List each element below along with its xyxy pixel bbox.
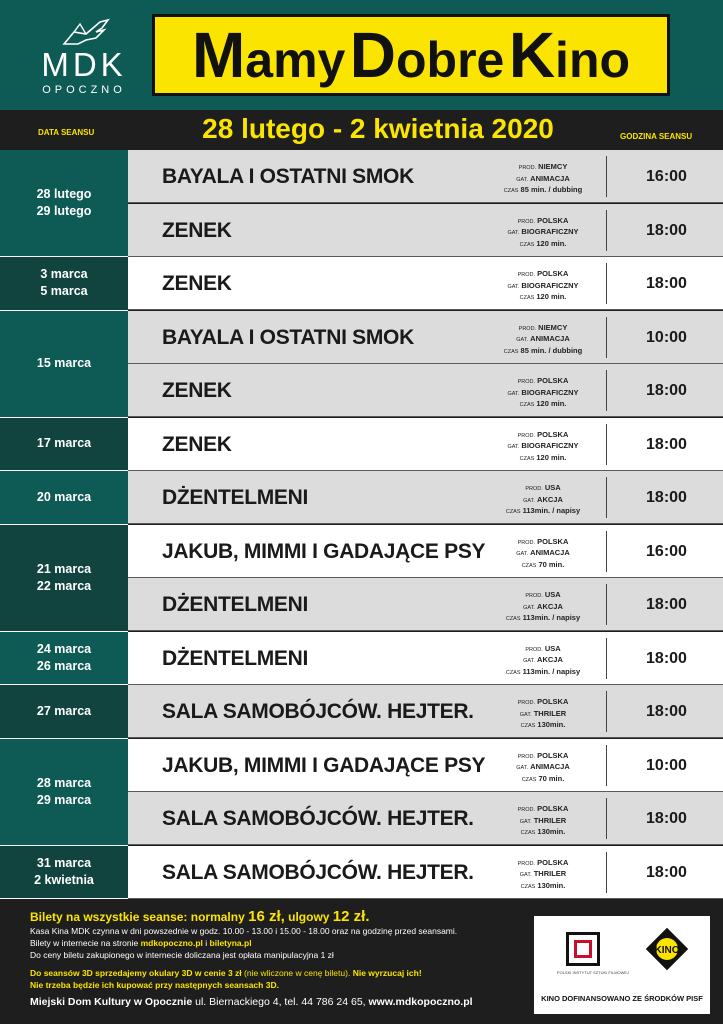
screening-row: [128, 792, 723, 845]
title-part: amy: [245, 32, 346, 88]
screening-time: 10:00: [646, 756, 687, 774]
column-divider: [606, 745, 607, 786]
prod-label: PROD.: [525, 646, 543, 653]
movie-info: [488, 697, 598, 732]
title-part: obre: [396, 32, 505, 88]
bird-icon: [56, 18, 112, 48]
duration-label: CZAS: [505, 509, 521, 515]
date-cell: [0, 471, 128, 525]
screening-row: [128, 150, 723, 203]
column-divider: [606, 263, 607, 304]
movie-genre: THRILER: [533, 815, 567, 825]
screening-row: [128, 685, 723, 738]
movie-production: POLSKA: [537, 269, 569, 278]
genre-label: GAT.: [507, 444, 520, 450]
date-line: 3 marca: [40, 267, 88, 282]
reduced-price: 12 zł.: [332, 908, 370, 925]
poster-title: [155, 17, 667, 93]
genre-label: GAT.: [516, 551, 529, 557]
glasses-line-2: Nie trzeba będzie ich kupować przy następnych seansach 3D.: [30, 980, 279, 990]
screening-time: 18:00: [646, 382, 687, 399]
duration-label: CZAS: [521, 776, 537, 783]
movie-genre: ANIMACJA: [530, 173, 570, 183]
screening-time: 18:00: [646, 435, 687, 453]
column-divider: [606, 317, 607, 358]
reduced-label: ulgowy: [284, 910, 333, 924]
prod-label: PROD.: [517, 218, 536, 225]
date-cell: [0, 525, 128, 632]
title-letter: K: [508, 19, 556, 91]
prod-label: PROD.: [517, 272, 536, 278]
movie-production: POLSKA: [537, 697, 569, 706]
screening-time: 18:00: [646, 810, 687, 827]
screening-time: 18:00: [646, 596, 687, 613]
movie-duration: 113min. / napisy: [522, 666, 581, 676]
date-line: 29 marca: [36, 792, 92, 807]
movie-duration: 130min.: [537, 880, 566, 890]
date-cell: [0, 739, 128, 846]
duration-label: CZAS: [520, 883, 536, 890]
date-cell: [0, 150, 128, 257]
movie-production: NIEMCY: [538, 322, 568, 332]
screening-time: 18:00: [646, 649, 687, 667]
movie-info: [488, 430, 598, 465]
column-divider: [606, 584, 607, 625]
header: [0, 0, 723, 110]
movie-production: POLSKA: [537, 536, 569, 546]
prod-label: PROD.: [517, 753, 536, 760]
movie-title: SALA SAMOBÓJCÓW. HEJTER.: [162, 807, 474, 830]
normal-label: normalny: [187, 910, 249, 924]
genre-label: GAT.: [516, 765, 529, 771]
column-divider: [606, 156, 607, 197]
movie-title: SALA SAMOBÓJCÓW. HEJTER.: [162, 860, 474, 884]
date-column-label: DATA SEANSU: [38, 128, 95, 137]
movie-production: USA: [544, 483, 561, 492]
movie-info: [488, 376, 598, 411]
screening-time: 18:00: [646, 275, 687, 292]
prod-label: PROD.: [518, 165, 537, 171]
date-cell: [0, 418, 128, 472]
duration-label: CZAS: [503, 188, 519, 194]
glasses-text-a: Do seansów 3D sprzedajemy okulary 3D w cenie 3 zł: [30, 968, 242, 978]
genre-label: GAT.: [507, 230, 520, 236]
duration-label: CZAS: [520, 723, 536, 729]
movie-genre: ANIMACJA: [530, 334, 570, 343]
genre-label: GAT.: [519, 711, 532, 718]
movie-info: [488, 537, 598, 572]
column-divider: [606, 210, 607, 251]
movie-duration: 120 min.: [536, 452, 567, 462]
prod-label: PROD.: [525, 593, 543, 599]
movie-production: NIEMCY: [538, 162, 568, 171]
genre-label: GAT.: [519, 818, 532, 825]
movie-duration: 130min.: [537, 827, 566, 836]
screening-row: [128, 578, 723, 631]
movie-genre: BIOGRAFICZNY: [521, 227, 579, 236]
screening-time: 18:00: [646, 703, 687, 720]
prices-label: Bilety na wszystkie seanse:: [30, 910, 188, 924]
movie-genre: AKCJA: [537, 601, 563, 611]
movie-production: POLSKA: [537, 804, 569, 813]
date-line: 24 marca: [36, 641, 92, 656]
funding-caption: KINO DOFINANSOWANO ZE ŚRODKÓW PISF: [541, 994, 703, 1003]
movie-genre: AKCJA: [537, 494, 563, 504]
title-box: [152, 14, 670, 96]
title-letter: M: [191, 19, 246, 91]
prod-label: PROD.: [517, 700, 536, 706]
pisf-text: POLSKI INSTYTUT SZTUKI FILMOWEJ: [556, 970, 630, 975]
date-cell: [0, 632, 128, 686]
date-cell: [0, 311, 128, 418]
movie-genre: THRILER: [533, 869, 567, 878]
date-line: 17 marca: [36, 436, 92, 451]
genre-label: GAT.: [516, 176, 529, 183]
duration-label: CZAS: [505, 669, 521, 676]
duration-label: CZAS: [519, 295, 535, 301]
prod-label: PROD.: [517, 807, 536, 813]
movie-title: SALA SAMOBÓJCÓW. HEJTER.: [162, 700, 474, 723]
screening-time: 16:00: [646, 542, 687, 560]
prod-label: PROD.: [525, 486, 543, 492]
screening-row: [128, 418, 723, 471]
movie-title: DŻENTELMENI: [162, 486, 309, 509]
movie-duration: 120 min.: [536, 238, 567, 248]
price-line: [30, 908, 369, 925]
duration-label: CZAS: [519, 455, 535, 462]
movie-production: POLSKA: [537, 750, 569, 760]
prod-label: PROD.: [518, 325, 537, 332]
date-line: 29 lutego: [36, 204, 92, 218]
online-prefix: Bilety w internecie na stronie: [30, 938, 141, 948]
date-line: 28 marca: [36, 775, 92, 790]
movie-duration: 120 min.: [536, 399, 567, 408]
movie-duration: 130min.: [537, 720, 566, 729]
genre-label: GAT.: [507, 283, 520, 290]
movie-production: USA: [544, 590, 561, 599]
prod-label: PROD.: [517, 539, 536, 546]
movie-info: [488, 269, 598, 304]
movie-genre: AKCJA: [537, 655, 563, 664]
duration-label: CZAS: [519, 241, 535, 248]
logo-sub-text: OPOCZNO: [42, 84, 126, 96]
movie-genre: BIOGRAFICZNY: [521, 280, 579, 290]
prod-label: PROD.: [517, 860, 536, 867]
movie-duration: 120 min.: [536, 292, 567, 301]
duration-label: CZAS: [519, 402, 535, 408]
address-line: [30, 996, 473, 1008]
movie-genre: BIOGRAFICZNY: [521, 387, 579, 397]
column-divider: [606, 370, 607, 411]
movie-info: [488, 644, 598, 679]
movie-info: [488, 162, 598, 197]
date-line: 28 lutego: [36, 187, 92, 201]
column-divider: [606, 531, 607, 572]
screening-row: [128, 739, 723, 792]
normal-price: 16 zł,: [248, 908, 285, 925]
movie-genre: ANIMACJA: [530, 548, 570, 557]
screening-row: [128, 204, 723, 257]
column-divider: [606, 798, 607, 839]
date-line: 20 marca: [36, 489, 92, 504]
date-line: 27 marca: [36, 703, 92, 718]
column-divider: [606, 424, 607, 465]
column-divider: [606, 477, 607, 518]
screening-row: [128, 257, 723, 310]
screening-time: 16:00: [646, 168, 687, 185]
sponsor-box: [534, 916, 710, 1014]
column-divider: [606, 852, 607, 893]
biletyna-link[interactable]: biletyna.pl: [209, 938, 252, 948]
fee-line: Do ceny biletu zakupionego w internecie doliczana jest opłata manipulacyjna 1 zł: [30, 950, 334, 960]
screening-row: [128, 632, 723, 685]
address-org: Miejski Dom Kultury w Opocznie: [30, 996, 193, 1008]
movie-info: [488, 323, 598, 358]
movie-duration: 85 min. / dubbing: [520, 185, 583, 194]
movie-production: POLSKA: [537, 429, 569, 439]
movie-info: [488, 590, 598, 625]
title-part: ino: [555, 32, 631, 88]
movie-title: BAYALA I OSTATNI SMOK: [162, 325, 414, 349]
screening-time: 10:00: [646, 328, 687, 346]
movie-info: [488, 804, 598, 839]
duration-label: CZAS: [520, 830, 536, 836]
duration-label: CZAS: [521, 562, 537, 569]
column-divider: [606, 638, 607, 679]
date-cell: [0, 257, 128, 311]
duration-label: CZAS: [505, 616, 521, 622]
prod-label: PROD.: [517, 379, 536, 385]
movie-title: BAYALA I OSTATNI SMOK: [162, 165, 414, 188]
logo-main-text: MDK: [41, 46, 127, 83]
online-sep: i: [202, 938, 210, 948]
glasses-text-c: Nie wyrzucaj ich!: [352, 968, 422, 978]
screening-time: 18:00: [646, 221, 687, 239]
movie-info: [488, 751, 598, 786]
genre-label: GAT.: [507, 390, 520, 397]
mdk-link[interactable]: mdkopoczno.pl: [140, 938, 203, 948]
screening-row: [128, 364, 723, 417]
screening-time: 18:00: [646, 863, 687, 881]
genre-label: GAT.: [519, 872, 532, 878]
prod-label: PROD.: [517, 432, 536, 439]
movie-title: ZENEK: [162, 218, 232, 242]
movie-title: ZENEK: [162, 432, 232, 456]
screening-row: [128, 846, 723, 899]
mdk-logo: [34, 18, 134, 98]
movie-genre: ANIMACJA: [530, 762, 570, 771]
date-line: 15 marca: [36, 356, 92, 370]
movie-production: POLSKA: [537, 857, 569, 867]
movie-genre: BIOGRAFICZNY: [521, 441, 579, 450]
date-line: 5 marca: [40, 284, 88, 299]
movie-title: ZENEK: [162, 272, 232, 295]
movie-info: [488, 858, 598, 893]
date-line: 21 marca: [36, 561, 92, 576]
time-column-label: GODZINA SEANSU: [620, 132, 693, 141]
movie-title: DŻENTELMENI: [162, 646, 309, 670]
online-tickets-line: [30, 938, 252, 948]
movie-title: JAKUB, MIMMI I GADAJĄCE PSY: [162, 539, 486, 563]
movie-title: DŻENTELMENI: [162, 593, 309, 616]
movie-genre: THRILER: [533, 708, 567, 718]
period-title: 28 lutego - 2 kwietnia 2020: [202, 113, 554, 144]
genre-label: GAT.: [523, 604, 535, 611]
screening-row: [128, 525, 723, 578]
date-cell: [0, 685, 128, 739]
screening-time: 18:00: [646, 489, 687, 506]
kino-logo-text: KINO: [654, 945, 680, 956]
movie-title: JAKUB, MIMMI I GADAJĄCE PSY: [162, 753, 486, 777]
glasses-line: [30, 968, 422, 978]
date-line: 2 kwietnia: [34, 872, 94, 887]
kino-logo-icon: [644, 926, 690, 972]
screening-row: [128, 311, 723, 364]
date-cell: [0, 846, 128, 900]
date-line: 26 marca: [36, 658, 92, 673]
movie-duration: 70 min.: [538, 773, 565, 783]
movie-production: POLSKA: [537, 376, 569, 385]
movie-production: POLSKA: [537, 215, 569, 225]
address-details: ul. Biernackiego 4, tel. 44 786 24 65,: [192, 996, 369, 1008]
movie-duration: 70 min.: [538, 559, 565, 569]
pisf-logo-icon: [566, 932, 600, 966]
date-line: 31 marca: [36, 855, 92, 870]
movie-info: [488, 216, 598, 251]
movie-title: ZENEK: [162, 379, 232, 402]
movie-duration: 113min. / napisy: [522, 506, 581, 515]
box-office-hours: Kasa Kina MDK czynna w dni powszednie w godz. 10.00 - 13.00 i 15.00 - 18.00 oraz na godzinę przed seansami.: [30, 926, 458, 936]
column-divider: [606, 691, 607, 732]
movie-duration: 85 min. / dubbing: [520, 345, 583, 355]
movie-production: USA: [544, 643, 561, 653]
genre-label: GAT.: [523, 658, 535, 664]
movie-info: [488, 483, 598, 518]
duration-label: CZAS: [503, 348, 519, 355]
movie-duration: 113min. / napisy: [522, 613, 581, 622]
date-line: 22 marca: [36, 578, 92, 593]
website-link[interactable]: www.mdkopoczno.pl: [368, 996, 473, 1008]
genre-label: GAT.: [516, 337, 529, 343]
genre-label: GAT.: [523, 497, 535, 504]
screening-row: [128, 471, 723, 524]
title-letter: D: [349, 19, 397, 91]
glasses-text-b: (nie wliczone w cenę biletu).: [241, 968, 353, 978]
